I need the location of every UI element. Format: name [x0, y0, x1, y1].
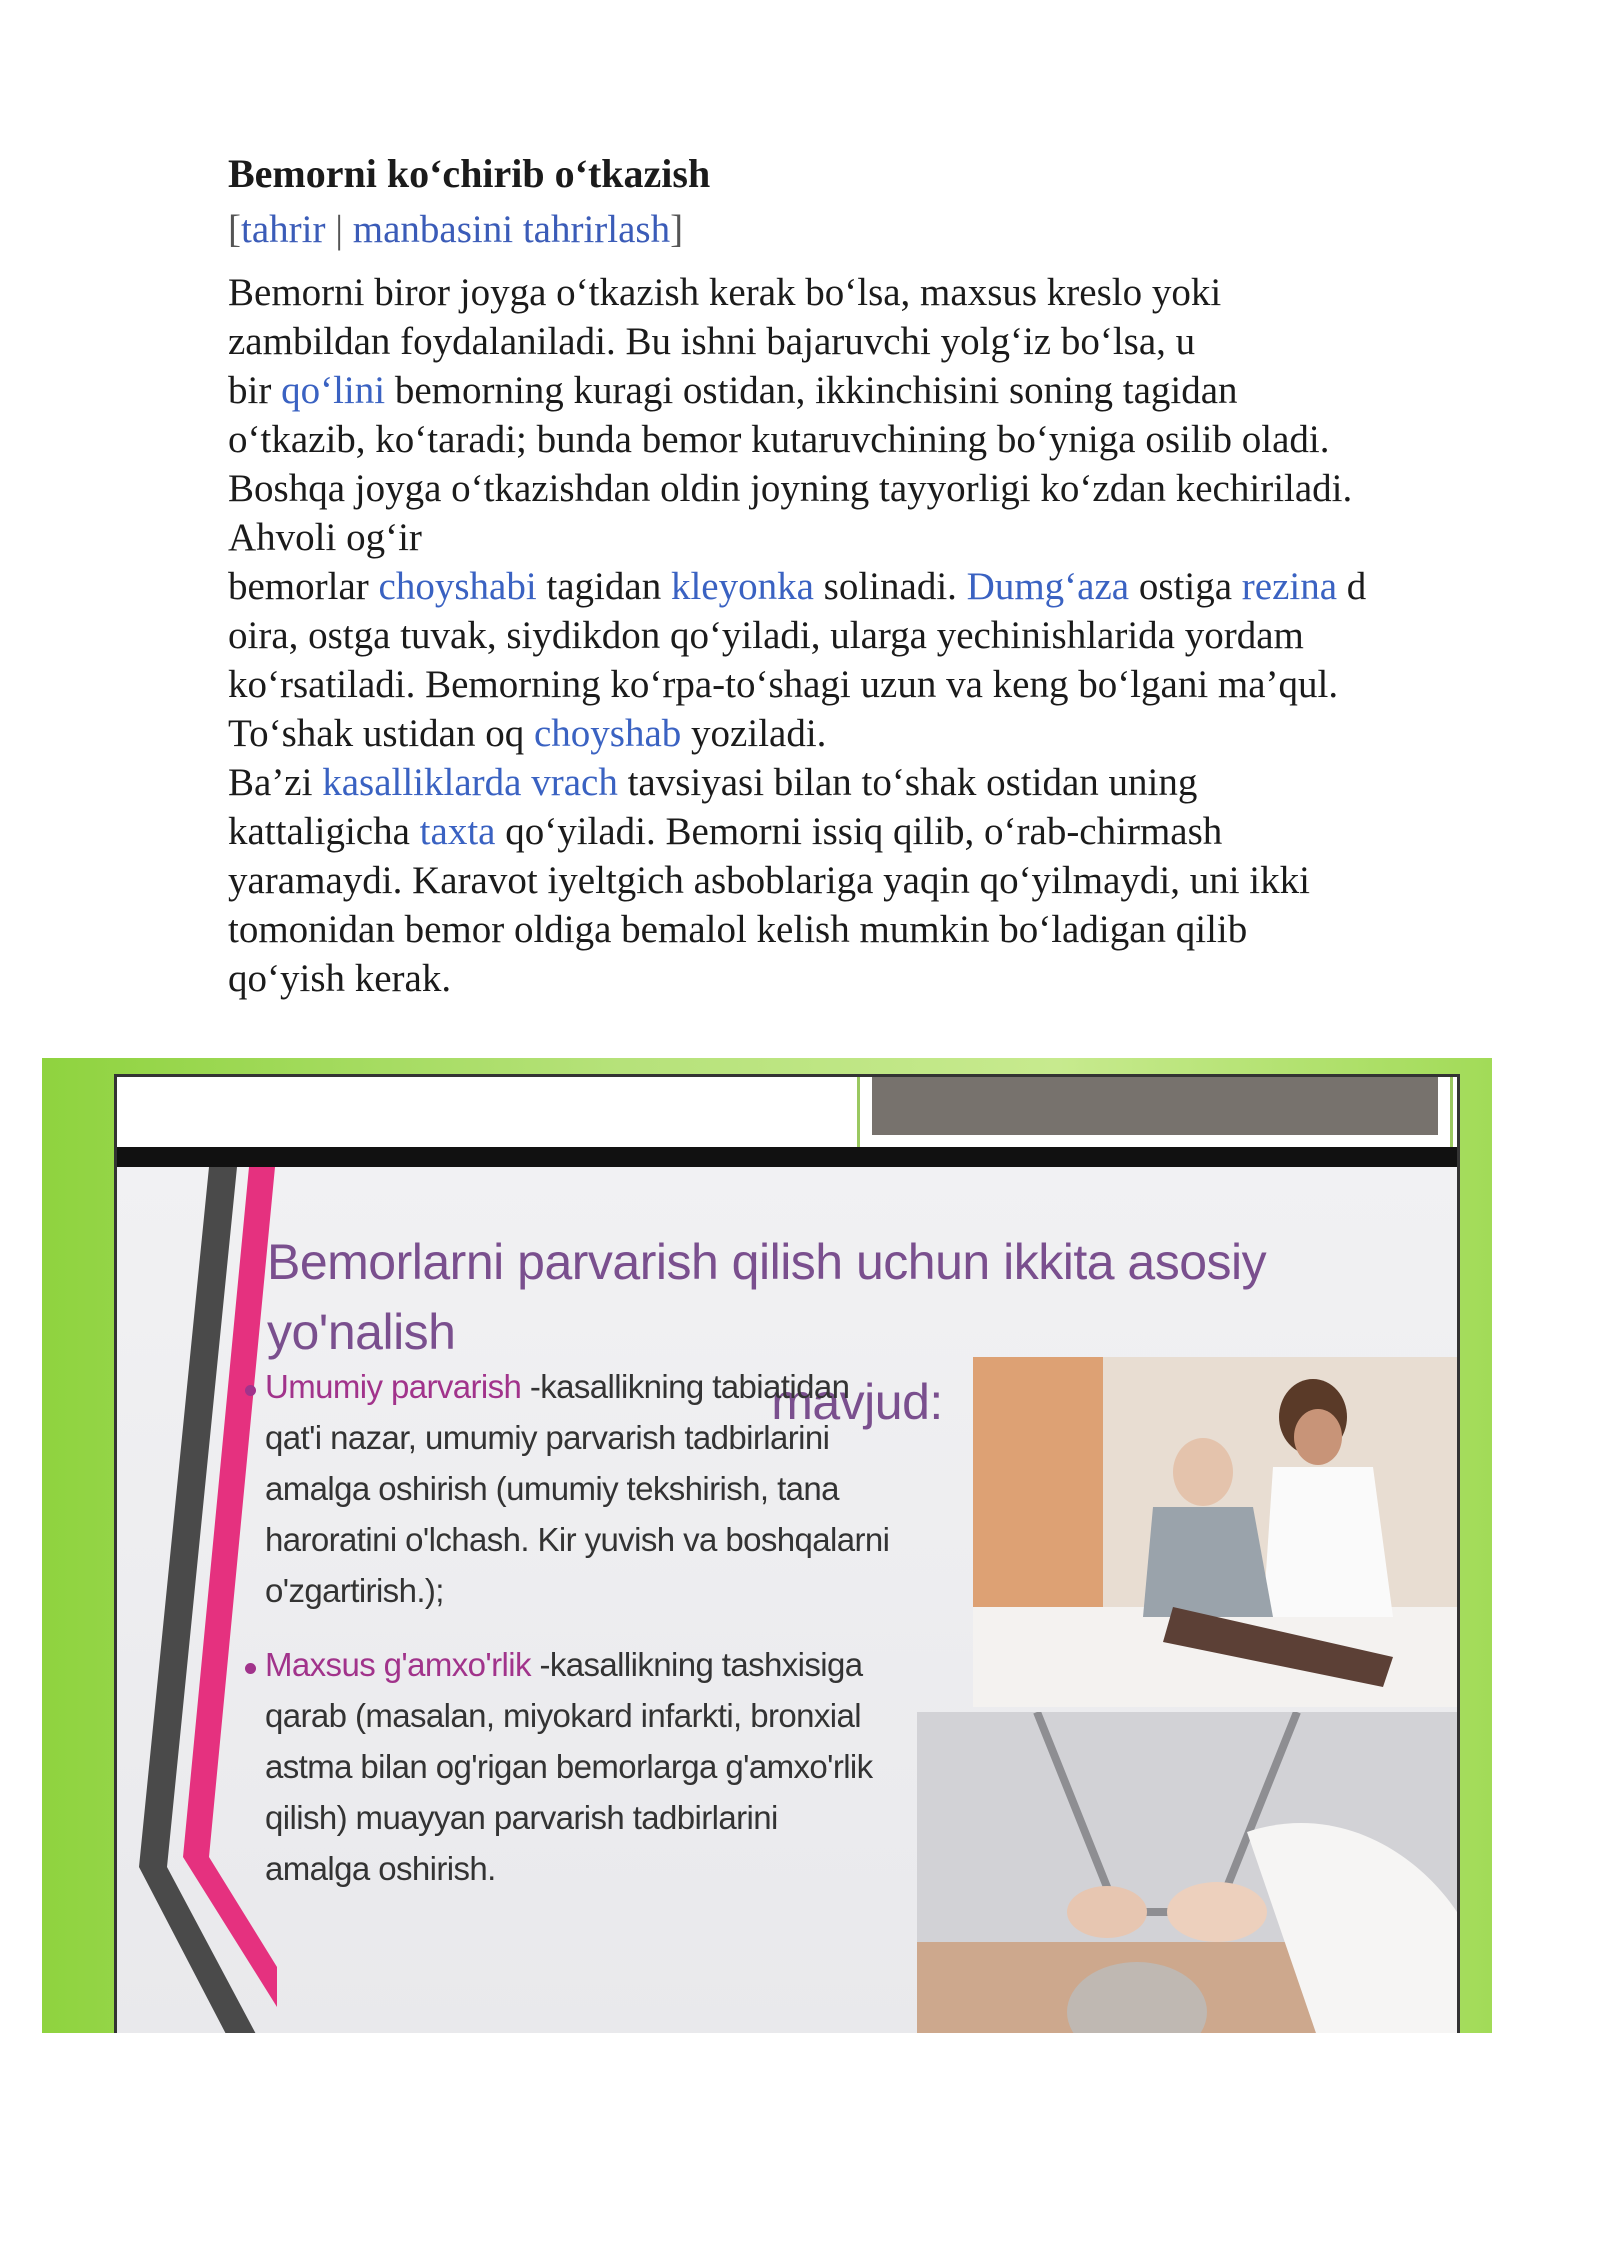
edit-link[interactable]: tahrir	[241, 208, 326, 251]
patient-exercise-photo-icon	[917, 1712, 1457, 2033]
text-line: ko‘rsatiladi. Bemorning ko‘rpa-to‘shagi uzun va keng bo‘lgani ma’qul.	[228, 663, 1339, 706]
text-line: Bemorni biror joyga o‘tkazish kerak bo‘lsa, maxsus kreslo yoki	[228, 271, 1222, 314]
bullet-line: qarab (masalan, miyokard infarkti, bronxial	[265, 1697, 861, 1734]
link-kasalliklarda-vrach[interactable]: kasalliklarda vrach	[322, 761, 618, 804]
text-line: tomonidan bemor oldiga bemalol kelish mumkin bo‘ladigan qilib	[228, 908, 1248, 951]
text-run: kattaligicha	[228, 810, 420, 853]
bullet-line	[265, 1639, 873, 1690]
bullet-text: -kasallikning tabiatidan	[521, 1368, 850, 1405]
bullet-line: qat'i nazar, umumiy parvarish tadbirlarini	[265, 1419, 830, 1456]
slide-header-tab	[857, 1077, 1453, 1150]
text-run: ostiga	[1129, 565, 1242, 608]
slide-title-line-1: Bemorlarni parvarish qilish uchun ikkita asosiy yo'nalish	[267, 1234, 1267, 1360]
bullet-line: o'zgartirish.);	[265, 1572, 444, 1609]
edit-bracket-close: ]	[670, 208, 684, 251]
edit-source-link[interactable]: manbasini tahrirlash	[352, 208, 671, 251]
link-choyshabi[interactable]: choyshabi	[378, 565, 537, 608]
photo-patient-exercise	[917, 1712, 1457, 2033]
article-paragraph	[228, 268, 1488, 1003]
bullet-line: amalga oshirish.	[265, 1850, 496, 1887]
text-run: bir	[228, 369, 282, 412]
slide-header-bar	[872, 1077, 1438, 1135]
bullet-line: qilish) muayyan parvarish tadbirlarini	[265, 1799, 778, 1836]
link-qolini[interactable]: qo‘lini	[281, 369, 386, 412]
text-line: Ahvoli og‘ir	[228, 516, 422, 559]
bullet-key: Maxsus g'amxo'rlik	[265, 1646, 531, 1683]
bullet-general-care	[265, 1361, 889, 1616]
text-line: yaramaydi. Karavot iyeltgich asboblariga yaqin qo‘yilmaydi, uni ikki	[228, 859, 1310, 902]
text-run: bemorlar	[228, 565, 379, 608]
text-line: qo‘yish kerak.	[228, 957, 452, 1000]
bullet-key: Umumiy parvarish	[265, 1368, 522, 1405]
text-line	[228, 366, 1488, 415]
text-line	[228, 807, 1488, 856]
text-run: qo‘yiladi. Bemorni issiq qilib, o‘rab-chirmash	[495, 810, 1223, 853]
text-line: o‘tkazib, ko‘taradi; bunda bemor kutaruvchining bo‘yniga osilib oladi.	[228, 418, 1330, 461]
photo-nurse-helping-patient	[973, 1357, 1457, 1707]
text-run: To‘shak ustidan oq	[228, 712, 534, 755]
bullet-line: astma bilan og'rigan bemorlarga g'amxo'rlik	[265, 1748, 873, 1785]
text-run: bemorning kuragi ostidan, ikkinchisini soning tagidan	[385, 369, 1238, 412]
slide-content	[117, 1167, 1457, 2033]
link-dumgaza[interactable]: Dumg‘aza	[966, 565, 1130, 608]
text-line	[228, 758, 1488, 807]
edit-links	[228, 202, 1488, 258]
bullet-dot-icon	[245, 1663, 256, 1674]
text-run: Ba’zi	[228, 761, 323, 804]
link-choyshab[interactable]: choyshab	[533, 712, 682, 755]
decorative-stripes-icon	[117, 1167, 277, 2033]
text-run: d	[1337, 565, 1367, 608]
edit-separator: |	[325, 208, 353, 251]
bullet-dot-icon	[245, 1385, 256, 1396]
text-run: yoziladi.	[681, 712, 827, 755]
bullet-line	[265, 1361, 889, 1412]
text-run: tagidan	[536, 565, 671, 608]
slide-frame	[114, 1074, 1460, 2033]
link-kleyonka[interactable]: kleyonka	[670, 565, 814, 608]
text-line: oira, ostga tuvak, siydikdon qo‘yiladi, ularga yechinishlarida yordam	[228, 614, 1304, 657]
text-run: solinadi.	[813, 565, 967, 608]
bullet-special-care	[265, 1639, 873, 1894]
article	[228, 148, 1488, 1003]
text-line: Boshqa joyga o‘tkazishdan oldin joyning tayyorligi ko‘zdan kechiriladi.	[228, 467, 1353, 510]
text-line	[228, 709, 1488, 758]
bullet-line: haroratini o'lchash. Kir yuvish va boshqalarni	[265, 1521, 890, 1558]
link-rezina[interactable]: rezina	[1241, 565, 1338, 608]
slide-title-line-2: mavjud:	[771, 1374, 943, 1430]
text-line: zambildan foydalaniladi. Bu ishni bajaruvchi yolg‘iz bo‘lsa, u	[228, 320, 1196, 363]
text-run: tavsiyasi bilan to‘shak ostidan uning	[617, 761, 1198, 804]
embedded-slide-image	[42, 1058, 1492, 2033]
text-line	[228, 562, 1488, 611]
edit-bracket-open: [	[228, 208, 241, 251]
slide-divider-bar	[117, 1147, 1457, 1167]
bullet-text: -kasallikning tashxisiga	[530, 1646, 863, 1683]
link-taxta[interactable]: taxta	[419, 810, 496, 853]
section-heading: Bemorni ko‘chirib o‘tkazish	[228, 151, 711, 196]
bullet-line: amalga oshirish (umumiy tekshirish, tana	[265, 1470, 839, 1507]
nurse-patient-photo-icon	[973, 1357, 1457, 1707]
